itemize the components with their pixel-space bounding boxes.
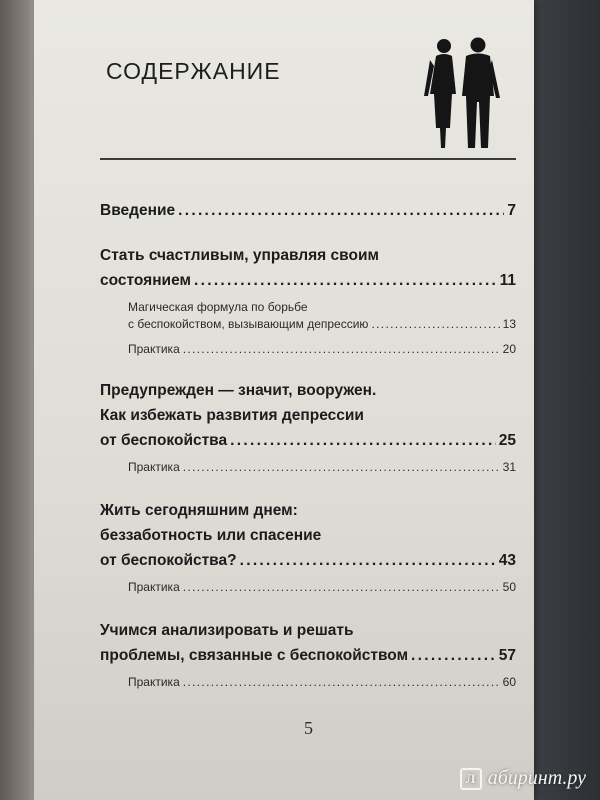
toc-entry[interactable] (100, 243, 516, 293)
labirint-logo-icon: Л (460, 768, 482, 790)
toc-entry-title: Жить сегодняшним днем: (100, 502, 298, 519)
toc-entry-title: Стать счастливым, управляя своим (100, 247, 379, 264)
toc-subentry-title: Практика (128, 580, 180, 594)
toc-entry-title: от беспокойства? (100, 552, 237, 569)
toc-subentry-title: Практика (128, 342, 180, 356)
leader-dots (183, 341, 500, 358)
watermark-text: абиринт.ру (487, 767, 586, 789)
toc-entry-title: Как избежать развития депрессии (100, 407, 364, 424)
leader-dots (240, 548, 496, 573)
toc-page-number: 60 (502, 675, 516, 689)
leader-dots (183, 579, 500, 596)
toc-page-number: 50 (502, 580, 516, 594)
leader-dots (183, 459, 500, 476)
toc-entry[interactable] (100, 498, 516, 573)
toc-page-number: 13 (502, 317, 516, 331)
toc-page-number: 11 (499, 272, 516, 289)
couple-silhouette-icon (408, 36, 518, 154)
toc-entry-title: Предупрежден — значит, вооружен. (100, 382, 377, 399)
toc-entry[interactable] (100, 618, 516, 668)
toc-page-number: 7 (507, 202, 516, 219)
toc-subentry-title: с беспокойством, вызывающим депрессию (128, 317, 369, 331)
toc-subentry[interactable] (100, 579, 516, 596)
toc-entry-title: Введение (100, 202, 176, 219)
page-title: СОДЕРЖАНИЕ (106, 58, 281, 84)
toc-subentry-title: Магическая формула по борьбе (128, 300, 308, 314)
toc-subentry-title: Практика (128, 460, 180, 474)
leader-dots (371, 316, 499, 333)
table-of-contents (100, 190, 516, 691)
leader-dots (183, 674, 500, 691)
toc-subentry[interactable] (100, 674, 516, 691)
toc-page-number: 43 (498, 552, 516, 569)
leader-dots (411, 643, 496, 668)
toc-entry-title: проблемы, связанные с беспокойством (100, 647, 409, 664)
toc-subentry-title: Практика (128, 675, 180, 689)
toc-subentry[interactable] (100, 299, 516, 333)
toc-entry-title: от беспокойства (100, 432, 228, 449)
leader-dots (178, 198, 504, 223)
book-page (34, 0, 534, 800)
toc-entry-title: беззаботность или спасение (100, 527, 322, 544)
toc-page-number: 57 (498, 647, 516, 664)
toc-entry-title: Учимся анализировать и решать (100, 622, 354, 639)
toc-subentry[interactable] (100, 459, 516, 476)
toc-page-number: 20 (502, 342, 516, 356)
toc-entry[interactable] (100, 198, 516, 223)
toc-entry[interactable] (100, 378, 516, 453)
toc-entry-title: состоянием (100, 272, 191, 289)
heading-divider (100, 158, 516, 160)
watermark (460, 767, 586, 790)
back-cover (530, 0, 600, 800)
leader-dots (230, 428, 496, 453)
toc-subentry[interactable] (100, 341, 516, 358)
leader-dots (194, 268, 497, 293)
toc-page-number: 31 (502, 460, 516, 474)
page-number: 5 (304, 718, 313, 738)
toc-page-number: 25 (498, 432, 516, 449)
